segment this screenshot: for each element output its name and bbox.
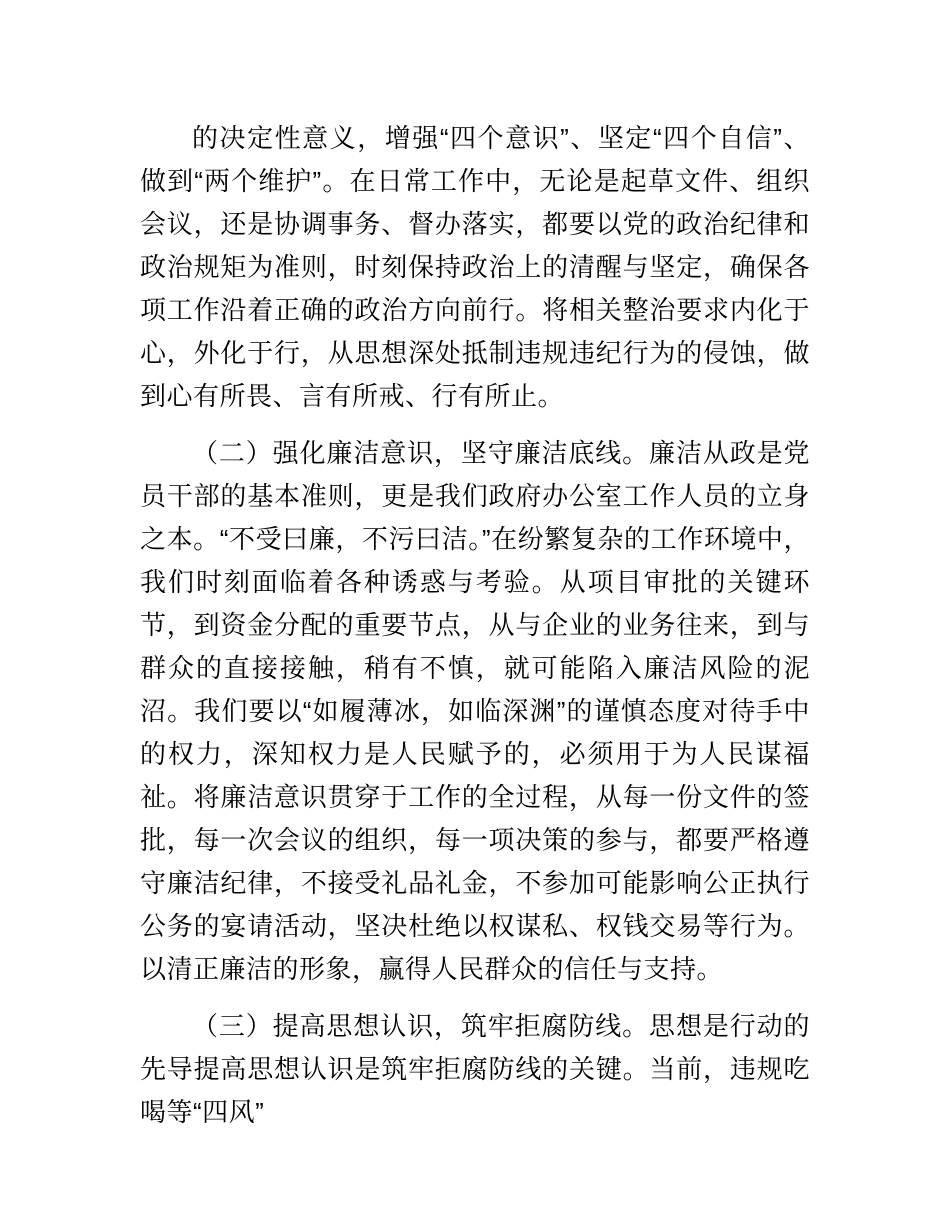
paragraph-continuation: 的决定性意义，增强“四个意识”、坚定“四个自信”、做到“两个维护”。在日常工作中，无论是起草文件、组织会议，还是协调事务、督办落实，都要以党的政治纪律和政治规矩为准则，时刻保持政治上的清醒与坚定，确保各项工作沿着正确的政治方向前行。将相关整治要求内化于心，外化于行，从思想深处抵制违规违纪行为的侵蚀，做到心有所畏、言有所戒、行有所止。 [140, 123, 810, 411]
paragraph-section-two: （二）强化廉洁意识，坚守廉洁底线。廉洁从政是党员干部的基本准则，更是我们政府办公室工作人员的立身之本。“不受曰廉，不污曰洁。”在纷繁复杂的工作环境中，我们时刻面临着各种诱惑与考验。从项目审批的关键环节，到资金分配的重要节点，从与企业的业务往来，到与群众的直接接触，稍有不慎，就可能陷入廉洁风险的泥沼。我们要以“如履薄冰，如临深渊”的谨慎态度对待手中的权力，深知权力是人民赋予的，必须用于为人民谋福祉。将廉洁意识贯穿于工作的全过程，从每一份文件的签批，每一次会议的组织，每一项决策的参与，都要严格遵守廉洁纪律，不接受礼品礼金，不参加可能影响公正执行公务的宴请活动，坚决杜绝以权谋私、权钱交易等行为。以清正廉洁的形象，赢得人民群众的信任与支持。 [140, 438, 810, 984]
paragraph-section-three: （三）提高思想认识，筑牢拒腐防线。思想是行动的先导提高思想认识是筑牢拒腐防线的关键。当前，违规吃喝等“四风” [140, 1011, 810, 1127]
